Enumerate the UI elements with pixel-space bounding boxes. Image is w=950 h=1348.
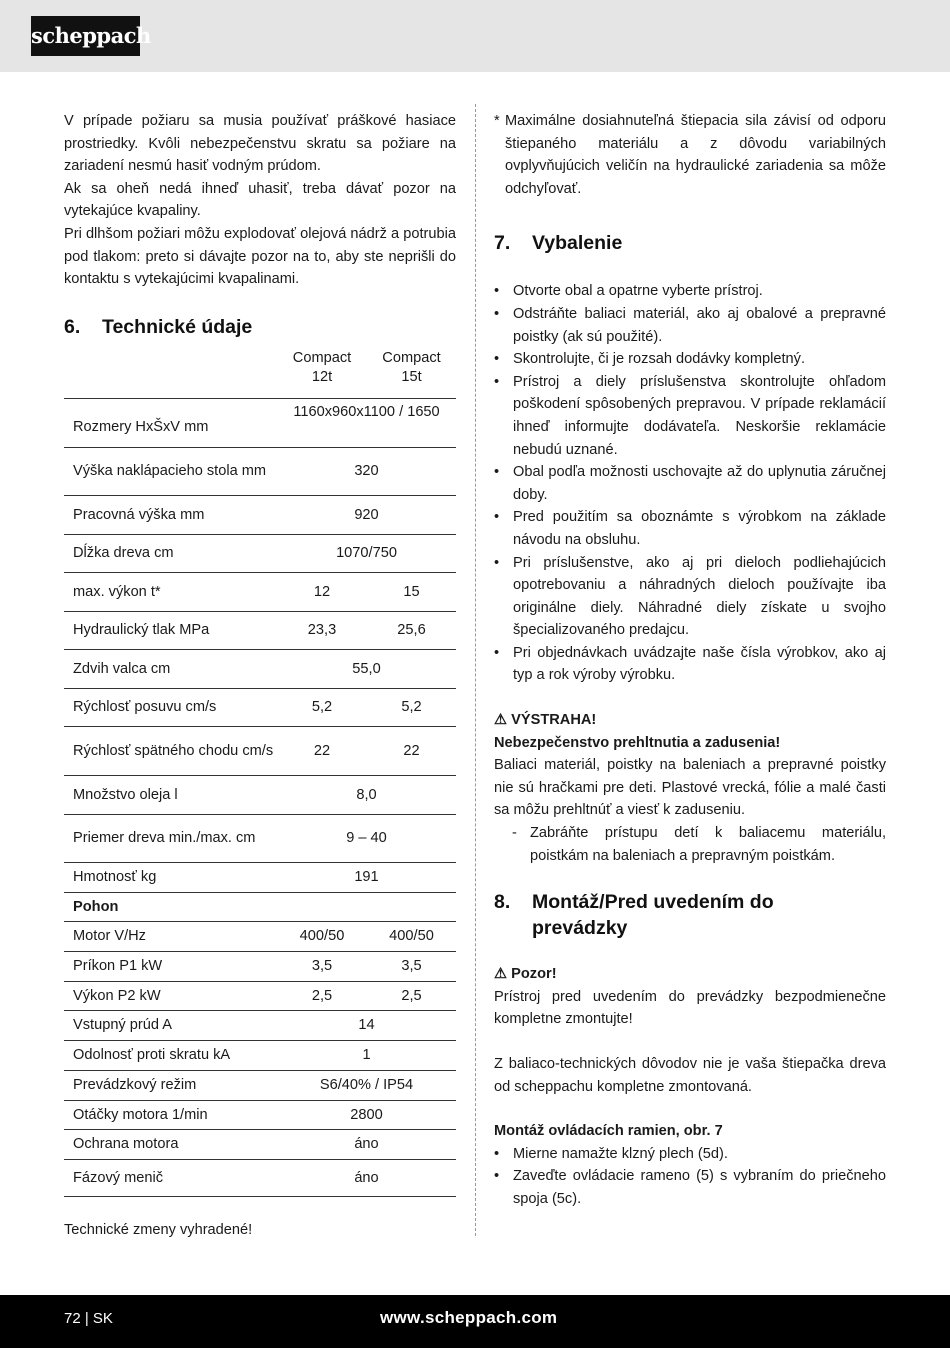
caution-title: ⚠ Pozor! [494, 966, 557, 983]
list-item: • Pri príslušenstve, ako aj pri dieloch podliehajúcich opotrebovaniu a náhradných dieloch používajte iba originálne diely. Náhradné diely získate u svojho špecializovaného predajcu. [494, 552, 886, 642]
table-row: Fázový menič áno [64, 1160, 456, 1197]
section-number: 6. [64, 315, 81, 338]
technical-changes-note: Technické zmeny vyhradené! [64, 1222, 253, 1239]
fire-paragraph-3: Pri dlhšom požiari môžu explodovať olejová nádrž a potrubia pod tlakom: preto si dávajte pozor na to, aby ste neprišli do kontaktu s vytekajúcimi kvapalinami. [64, 225, 456, 288]
table-row: Výkon P2 kW 2,5 2,5 [64, 982, 456, 1011]
list-item: • Skontrolujte, či je rozsah dodávky kompletný. [494, 348, 886, 371]
warning-text: Baliaci materiál, poistky na baleniach a prepravné poistky nie sú hračkami pre deti. Plastové vrecká, fólie a malé časti sa môžu prehltnúť a viesť k zaduseniu. [494, 757, 886, 819]
section-7-heading [494, 230, 886, 256]
table-row: Rýchlosť posuvu cm/s 5,2 5,2 [64, 689, 456, 727]
column-header-12t: Compact 12t [277, 349, 367, 399]
footnote-text: Maximálne dosiahnuteľná štiepacia sila závisí od odporu štiepaného materiálu a z dôvodu variabilných ovplyvňujúcich veličín na hydraulické zariadenia sa môže odchyľovať. [505, 113, 886, 197]
list-item: • Otvorte obal a opatrne vyberte prístroj. [494, 280, 886, 303]
list-item: • Pred použitím sa oboznámte s výrobkom na základe návodu na obsluhu. [494, 506, 886, 551]
list-item: • Prístroj a diely príslušenstva skontrolujte ohľadom poškodení spôsobených prepravou. V prípade reklamácií ihneď informujte dodávateľa. Neskoršie reklamácie nebudú uznané. [494, 371, 886, 461]
list-item: • Zaveďte ovládacie rameno (5) s vybraním do priečneho spoja (5c). [494, 1165, 886, 1210]
spec-table [64, 349, 456, 1198]
table-row: Príkon P1 kW 3,5 3,5 [64, 952, 456, 982]
pohon-subheading: Pohon [64, 893, 277, 922]
page-number: 72 | SK [64, 1310, 113, 1327]
column-divider [475, 104, 476, 1236]
footnote-asterisk: * [494, 113, 500, 129]
packing-note: Z baliaco-technických dôvodov nie je vaša štiepačka dreva od scheppachu kompletne zmontovaná. [494, 1056, 886, 1095]
table-row: Priemer dreva min./max. cm 9 – 40 [64, 815, 456, 863]
table-row: Vstupný prúd A 14 [64, 1011, 456, 1041]
table-row: Hydraulický tlak MPa 23,3 25,6 [64, 612, 456, 650]
column-header-15t: Compact 15t [367, 349, 456, 399]
list-item: • Odstráňte baliaci materiál, ako aj obalové a prepravné poistky (ak sú použité). [494, 303, 886, 348]
website-link[interactable]: www.scheppach.com [380, 1308, 558, 1327]
caution-text: Prístroj pred uvedením do prevádzky bezpodmienečne kompletne zmontujte! [494, 988, 886, 1028]
warning-subtitle: Nebezpečenstvo prehltnutia a zadusenia! [494, 734, 781, 751]
warning-triangle-icon: ⚠ [494, 712, 508, 729]
warning-triangle-icon: ⚠ [494, 966, 508, 983]
fire-paragraph-1: V prípade požiaru sa musia používať práškové hasiace prostriedky. Kvôli nebezpečenstvu skratu sa požiare na zariadení nesmú hasiť vodným prúdom. [64, 113, 456, 175]
table-row: Motor V/Hz 400/50 400/50 [64, 922, 456, 952]
table-row: Otáčky motora 1/min 2800 [64, 1101, 456, 1130]
table-row: max. výkon t* 12 15 [64, 573, 456, 612]
list-item: • Mierne namažte klzný plech (5d). [494, 1143, 886, 1166]
table-row: Množstvo oleja l 8,0 [64, 776, 456, 815]
caution-block [494, 963, 886, 1031]
assembly-heading: Montáž ovládacích ramien, obr. 7 [494, 1123, 723, 1140]
section-number: 7. [494, 232, 511, 255]
warning-title: ⚠ VÝSTRAHA! [494, 712, 597, 729]
warning-block [494, 709, 886, 867]
page-header [0, 0, 950, 72]
table-row: Výška naklápacieho stola mm 320 [64, 448, 456, 496]
section-title: Montáž/Pred uvedením do prevádzky [532, 891, 774, 940]
table-row: Prevádzkový režim S6/40% / IP54 [64, 1071, 456, 1101]
left-column [64, 110, 456, 1242]
table-row: Rýchlosť spätného chodu cm/s 22 22 [64, 727, 456, 776]
section-6-heading [64, 314, 456, 340]
table-row: Pracovná výška mm 920 [64, 496, 456, 535]
assembly-list [494, 1143, 886, 1211]
warning-dash-item: - Zabráňte prístupu detí k baliacemu materiálu, poistkám na baleniach a prepravným poistkám. [512, 825, 886, 864]
section-title: Technické údaje [102, 315, 253, 338]
table-header-row [64, 349, 456, 399]
fire-paragraph-2: Ak sa oheň nedá ihneď uhasiť, treba dávať pozor na vytekajúce kvapaliny. [64, 180, 456, 220]
section-title: Vybalenie [532, 232, 623, 255]
list-item: • Pri objednávkach uvádzajte naše čísla výrobkov, ako aj typ a rok výroby výrobku. [494, 642, 886, 687]
list-item: • Obal podľa možnosti uschovajte až do uplynutia záručnej doby. [494, 461, 886, 506]
table-row: Hmotnosť kg 191 [64, 863, 456, 893]
table-row: Zdvih valca cm 55,0 [64, 650, 456, 689]
section-number: 8. [494, 891, 511, 914]
table-row: Rozmery HxŠxV mm 1160x960x1100 / 1650 [64, 399, 456, 448]
page-footer [0, 1295, 950, 1348]
footnote [494, 110, 886, 200]
right-column [494, 110, 886, 1211]
table-row [64, 893, 456, 922]
table-row: Dĺžka dreva cm 1070/750 [64, 535, 456, 573]
unpacking-list [494, 280, 886, 687]
section-8-heading [494, 889, 886, 941]
scheppach-logo: scheppach [31, 16, 140, 56]
table-row: Odolnosť proti skratu kA 1 [64, 1041, 456, 1071]
table-row: Ochrana motora áno [64, 1130, 456, 1160]
